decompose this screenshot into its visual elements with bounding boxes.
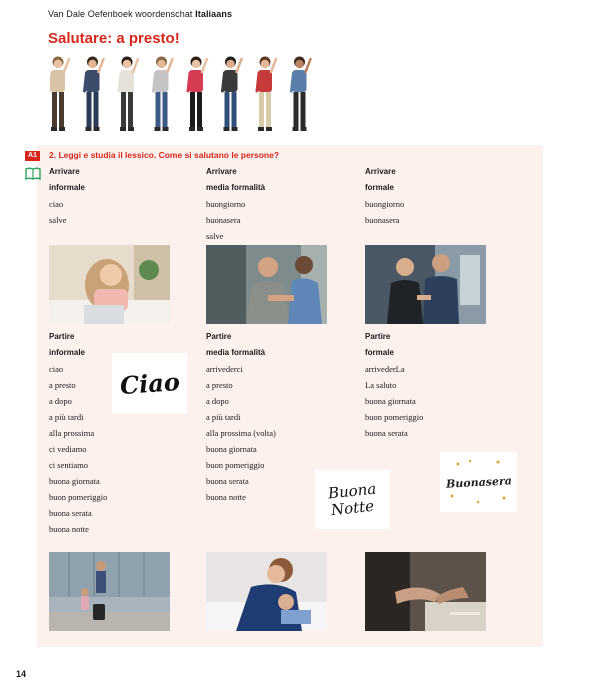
buona-notte-sticker: Buona Notte [315, 470, 390, 529]
list-item: a più tardi [49, 412, 84, 422]
arrive-formal-column: Arrivare formale buongiorno buonasera [365, 164, 404, 228]
list-item: buona giornata [365, 396, 416, 406]
list-item: ci sentiamo [49, 460, 88, 470]
list-item: La saluto [365, 380, 397, 390]
list-item: a dopo [49, 396, 72, 406]
photo-mother-child-bed [206, 552, 327, 631]
arrive-informal-column: Arrivare informale ciao salve [49, 164, 85, 228]
list-item: buona serata [365, 428, 408, 438]
list-item: buon pomeriggio [49, 492, 108, 502]
page-number: 14 [16, 669, 27, 679]
list-item: ciao [49, 364, 64, 374]
leave-informal-column: Partire informale ciao a presto a dopo a più tardi alla prossima ci vediamo ci sentiamo buona giornata buon pomeriggio buona serata buona notte [49, 329, 107, 537]
list-item: buona giornata [49, 476, 100, 486]
page-title: Salutare: a presto! [48, 30, 180, 47]
list-item: buonasera [206, 215, 241, 225]
photo-handshake-desk [365, 552, 486, 631]
list-item: a dopo [206, 396, 229, 406]
photo-woman-waving [49, 245, 170, 324]
list-item: salve [49, 215, 67, 225]
list-item: buona giornata [206, 444, 257, 454]
arrive-medium-column: Arrivare media formalità buongiorno buonasera salve [206, 164, 265, 244]
photo-business-handshake [365, 245, 486, 324]
list-item: salve [206, 231, 224, 241]
list-item: arrivederLa [365, 364, 405, 374]
list-item: alla prossima (volta) [206, 428, 276, 438]
list-item: a presto [49, 380, 76, 390]
list-item: buongiorno [365, 199, 405, 209]
list-item: buon pomeriggio [206, 460, 265, 470]
list-item: buona serata [49, 508, 92, 518]
book-icon [25, 167, 41, 180]
buonasera-sticker: Buonasera [440, 452, 517, 512]
leave-medium-column: Partire media formalità arrivederci a presto a dopo a più tardi alla prossima (volta) buona giornata buon pomeriggio buona serata buona notte [206, 329, 276, 505]
list-item: a più tardi [206, 412, 241, 422]
running-header: Van Dale Oefenboek woordenschat Italiaans [48, 9, 233, 19]
photo-handshake-meeting [206, 245, 327, 324]
ciao-sticker: Ciao [112, 353, 187, 414]
leave-formal-column: Partire formale arrivederLa La saluto buona giornata buon pomeriggio buona serata [365, 329, 423, 441]
list-item: buona notte [49, 524, 89, 534]
exercise-instruction: 2. Leggi e studia il lessico. Come si salutano le persone? [49, 150, 280, 160]
list-item: ci vediamo [49, 444, 87, 454]
list-item: a presto [206, 380, 233, 390]
list-item: ciao [49, 199, 64, 209]
people-waving-image [50, 55, 320, 133]
list-item: arrivederci [206, 364, 243, 374]
level-badge: A1 [25, 151, 40, 161]
list-item: buonasera [365, 215, 400, 225]
list-item: buongiorno [206, 199, 246, 209]
list-item: buona serata [206, 476, 249, 486]
photo-airport-family [49, 552, 170, 631]
list-item: alla prossima [49, 428, 95, 438]
list-item: buona notte [206, 492, 246, 502]
list-item: buon pomeriggio [365, 412, 424, 422]
